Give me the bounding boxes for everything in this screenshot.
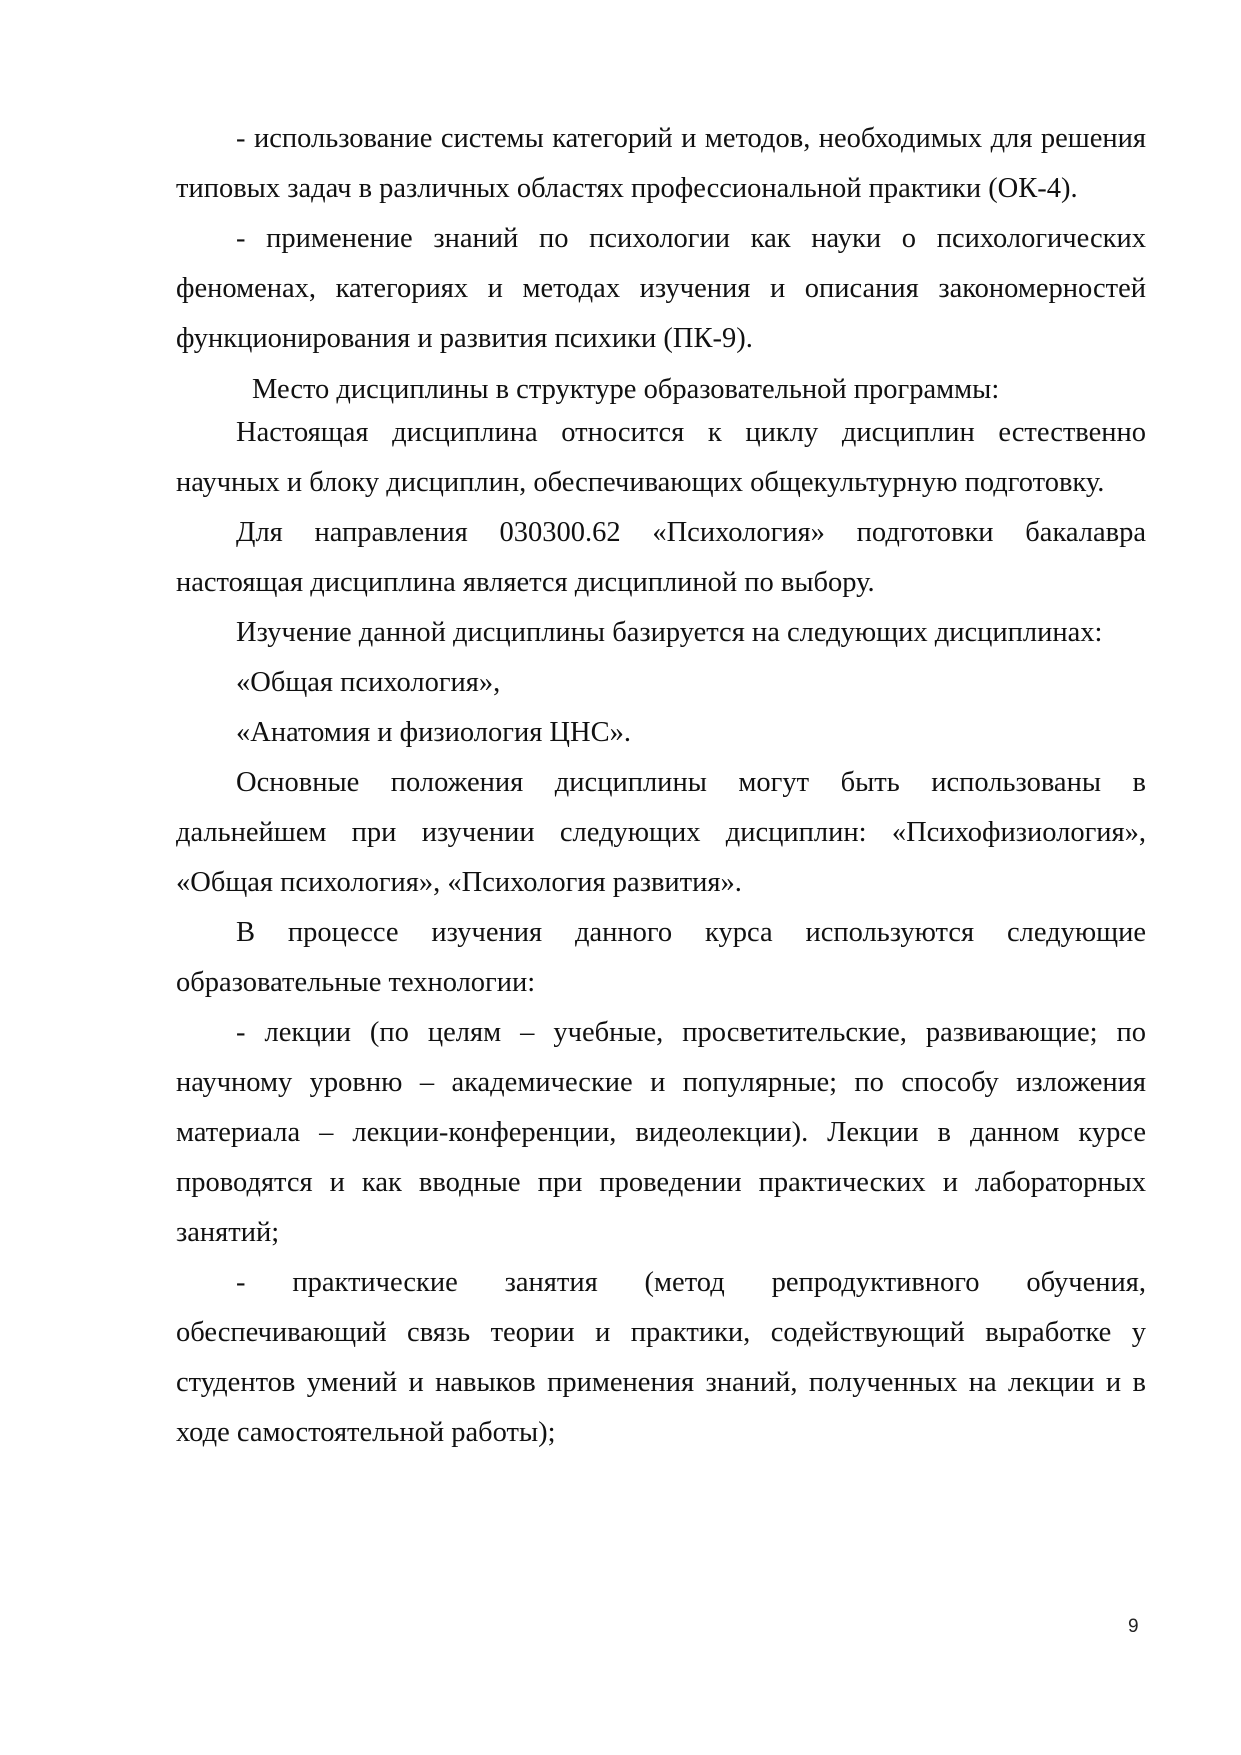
paragraph-pk9-competency: - применение знаний по психологии как науки о психологических феноменах, категориях и методах изучения и описания закономерностей функционирования и развития психики (ПК-9).	[176, 223, 1146, 354]
prerequisite-item: «Общая психология»,	[236, 667, 501, 698]
paragraph-lectures: - лекции (по целям – учебные, просветительские, развивающие; по научному уровню – академические и популярные; по способу изложения материала – лекции-конференции, видеолекции). Лекции в данном курсе проводятся и как вводные при проведении практических и лабораторных занятий;	[176, 1017, 1146, 1248]
paragraph-follow-up-disciplines: Основные положения дисциплины могут быть использованы в дальнейшем при изучении следующих дисциплин: «Психофизиология», «Общая психология», «Психология развития».	[176, 767, 1146, 898]
page-number: 9	[1128, 1616, 1139, 1637]
page-body	[176, 114, 1146, 1458]
paragraph-ok4-competency: - использование системы категорий и методов, необходимых для решения типовых задач в различных областях профессиональной практики (ОК-4).	[176, 123, 1146, 204]
paragraph-direction: Для направления 030300.62 «Психология» подготовки бакалавра настоящая дисциплина является дисциплиной по выбору.	[176, 517, 1146, 598]
paragraph-discipline-cycle: Настоящая дисциплина относится к циклу дисциплин естественно научных и блоку дисциплин, обеспечивающих общекультурную подготовку.	[176, 417, 1146, 498]
prerequisite-item: «Анатомия и физиология ЦНС».	[236, 717, 631, 748]
paragraph-practical-classes: - практические занятия (метод репродуктивного обучения, обеспечивающий связь теории и практики, содействующий выработке у студентов умений и навыков применения знаний, полученных на лекции и в ходе самостоятельной работы);	[176, 1267, 1146, 1448]
paragraph-technologies-intro: В процессе изучения данного курса используются следующие образовательные технологии:	[176, 917, 1146, 998]
paragraph-prerequisites-intro: Изучение данной дисциплины базируется на следующих дисциплинах:	[236, 617, 1103, 648]
section-heading-discipline-place: Место дисциплины в структуре образовательной программы:	[252, 374, 1000, 405]
